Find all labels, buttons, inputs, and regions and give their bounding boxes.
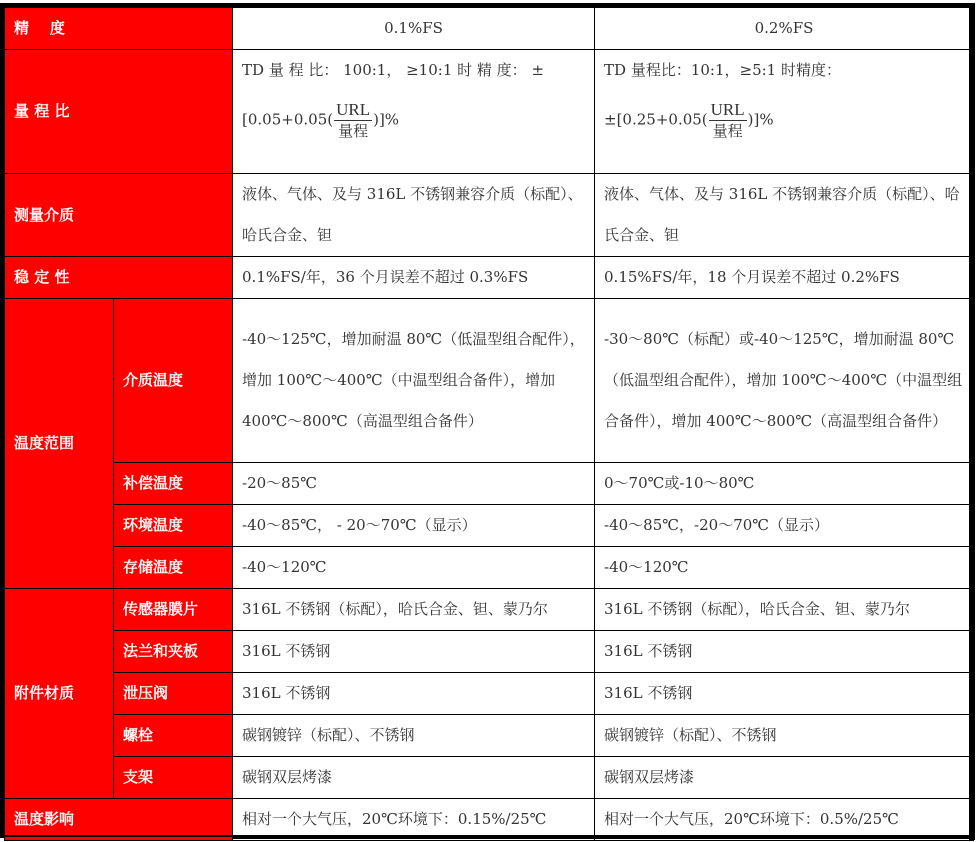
storage-temp-col2: -40～120℃ [595,547,974,589]
label-medium: 测量介质 [5,174,233,257]
flange-col2: 316L 不锈钢 [595,631,974,673]
sublabel-flange: 法兰和夹板 [114,631,233,673]
range-ratio-col2 [595,50,974,174]
fraction-denominator: 量程 [338,122,369,140]
sublabel-bracket: 支架 [114,757,233,799]
label-temperature-effect: 温度影响 [5,799,233,841]
diaphragm-col1: 316L 不锈钢（标配），哈氏合金、钽、蒙乃尔 [233,589,595,631]
fraction-numerator: URL [336,100,371,119]
medium-temp-col2: -30～80℃（标配）或-40～125℃，增加耐温 80℃（低温型组合配件），增加 100℃～400℃（中温型组合备件），增加 400℃～800℃（高温型组合备件） [595,299,974,463]
frame-left-border [0,4,5,838]
label-temperature-range: 温度范围 [5,299,114,589]
formula-suffix: )]% [373,110,400,129]
temperature-effect-col1: 相对一个大气压，20℃环境下：0.15%/25℃ [233,799,595,841]
compensation-temp-col1: -20～85℃ [233,463,595,505]
bracket-col2: 碳钢双层烤漆 [595,757,974,799]
sublabel-medium-temp: 介质温度 [114,299,233,463]
label-range-ratio: 量 程 比 [5,50,233,174]
diaphragm-col2: 316L 不锈钢（标配），哈氏合金、钽、蒙乃尔 [595,589,974,631]
sublabel-relief-valve: 泄压阀 [114,673,233,715]
sublabel-diaphragm: 传感器膜片 [114,589,233,631]
range-ratio-col2-formula [604,82,973,141]
storage-temp-col1: -40～120℃ [233,547,595,589]
row-mat-relief-valve [5,673,974,715]
fraction-numerator: URL [710,100,745,119]
bolt-col2: 碳钢镀锌（标配）、不锈钢 [595,715,974,757]
fraction-denominator: 量程 [712,122,743,140]
row-temp-compensation [5,463,974,505]
row-mat-bracket [5,757,974,799]
ambient-temp-col1: -40～85℃， - 20～70℃（显示） [233,505,595,547]
stability-col1: 0.1%FS/年，36 个月误差不超过 0.3%FS [233,257,595,299]
sublabel-bolt: 螺栓 [114,715,233,757]
precision-col1: 0.1%FS [233,8,595,50]
row-stability [5,257,974,299]
flange-col1: 316L 不锈钢 [233,631,595,673]
frame-bottom-left-border [0,835,232,837]
fraction [334,100,372,141]
bolt-col1: 碳钢镀锌（标配）、不锈钢 [233,715,595,757]
row-temp-storage [5,547,974,589]
range-ratio-col1-line1: TD 量 程 比： 100:1， ≥10:1 时 精 度： ± [242,61,545,79]
ambient-temp-col2: -40～85℃，-20～70℃（显示） [595,505,974,547]
label-accessory-material: 附件材质 [5,589,114,799]
row-temp-ambient [5,505,974,547]
frame-top-border [0,3,974,8]
medium-col1: 液体、气体、及与 316L 不锈钢兼容介质（标配）、哈氏合金、钽 [233,174,595,257]
fraction [709,100,747,141]
row-mat-diaphragm [5,589,974,631]
range-ratio-col1-formula [242,82,594,141]
sublabel-ambient-temp: 环境温度 [114,505,233,547]
row-mat-bolt [5,715,974,757]
formula-prefix: [0.05+0.05( [242,110,334,129]
sublabel-compensation-temp: 补偿温度 [114,463,233,505]
frame-right-border [969,3,975,840]
relief-valve-col1: 316L 不锈钢 [233,673,595,715]
relief-valve-col2: 316L 不锈钢 [595,673,974,715]
bracket-col1: 碳钢双层烤漆 [233,757,595,799]
medium-col2: 液体、气体、及与 316L 不锈钢兼容介质（标配）、哈氏合金、钽 [595,174,974,257]
row-precision [5,8,974,50]
label-precision: 精 度 [5,8,233,50]
stability-col2: 0.15%FS/年，18 个月误差不超过 0.2%FS [595,257,974,299]
range-ratio-col2-line1: TD 量程比：10:1，≥5:1 时精度： [604,61,841,79]
compensation-temp-col2: 0～70℃或-10～80℃ [595,463,974,505]
frame-bottom-border [232,835,975,839]
formula-prefix: ±[0.25+0.05( [604,110,708,129]
spec-table [4,7,974,841]
row-medium [5,174,974,257]
sublabel-storage-temp: 存储温度 [114,547,233,589]
row-temp-medium [5,299,974,463]
medium-temp-col1: -40～125℃，增加耐温 80℃（低温型组合配件），增加 100℃～400℃（中温型组合备件），增加 400℃～800℃（高温型组合备件） [233,299,595,463]
label-stability: 稳 定 性 [5,257,233,299]
range-ratio-col1 [233,50,595,174]
row-mat-flange [5,631,974,673]
formula-suffix: )]% [747,110,774,129]
precision-col2: 0.2%FS [595,8,974,50]
row-range-ratio [5,50,974,174]
temperature-effect-col2: 相对一个大气压，20℃环境下：0.5%/25℃ [595,799,974,841]
